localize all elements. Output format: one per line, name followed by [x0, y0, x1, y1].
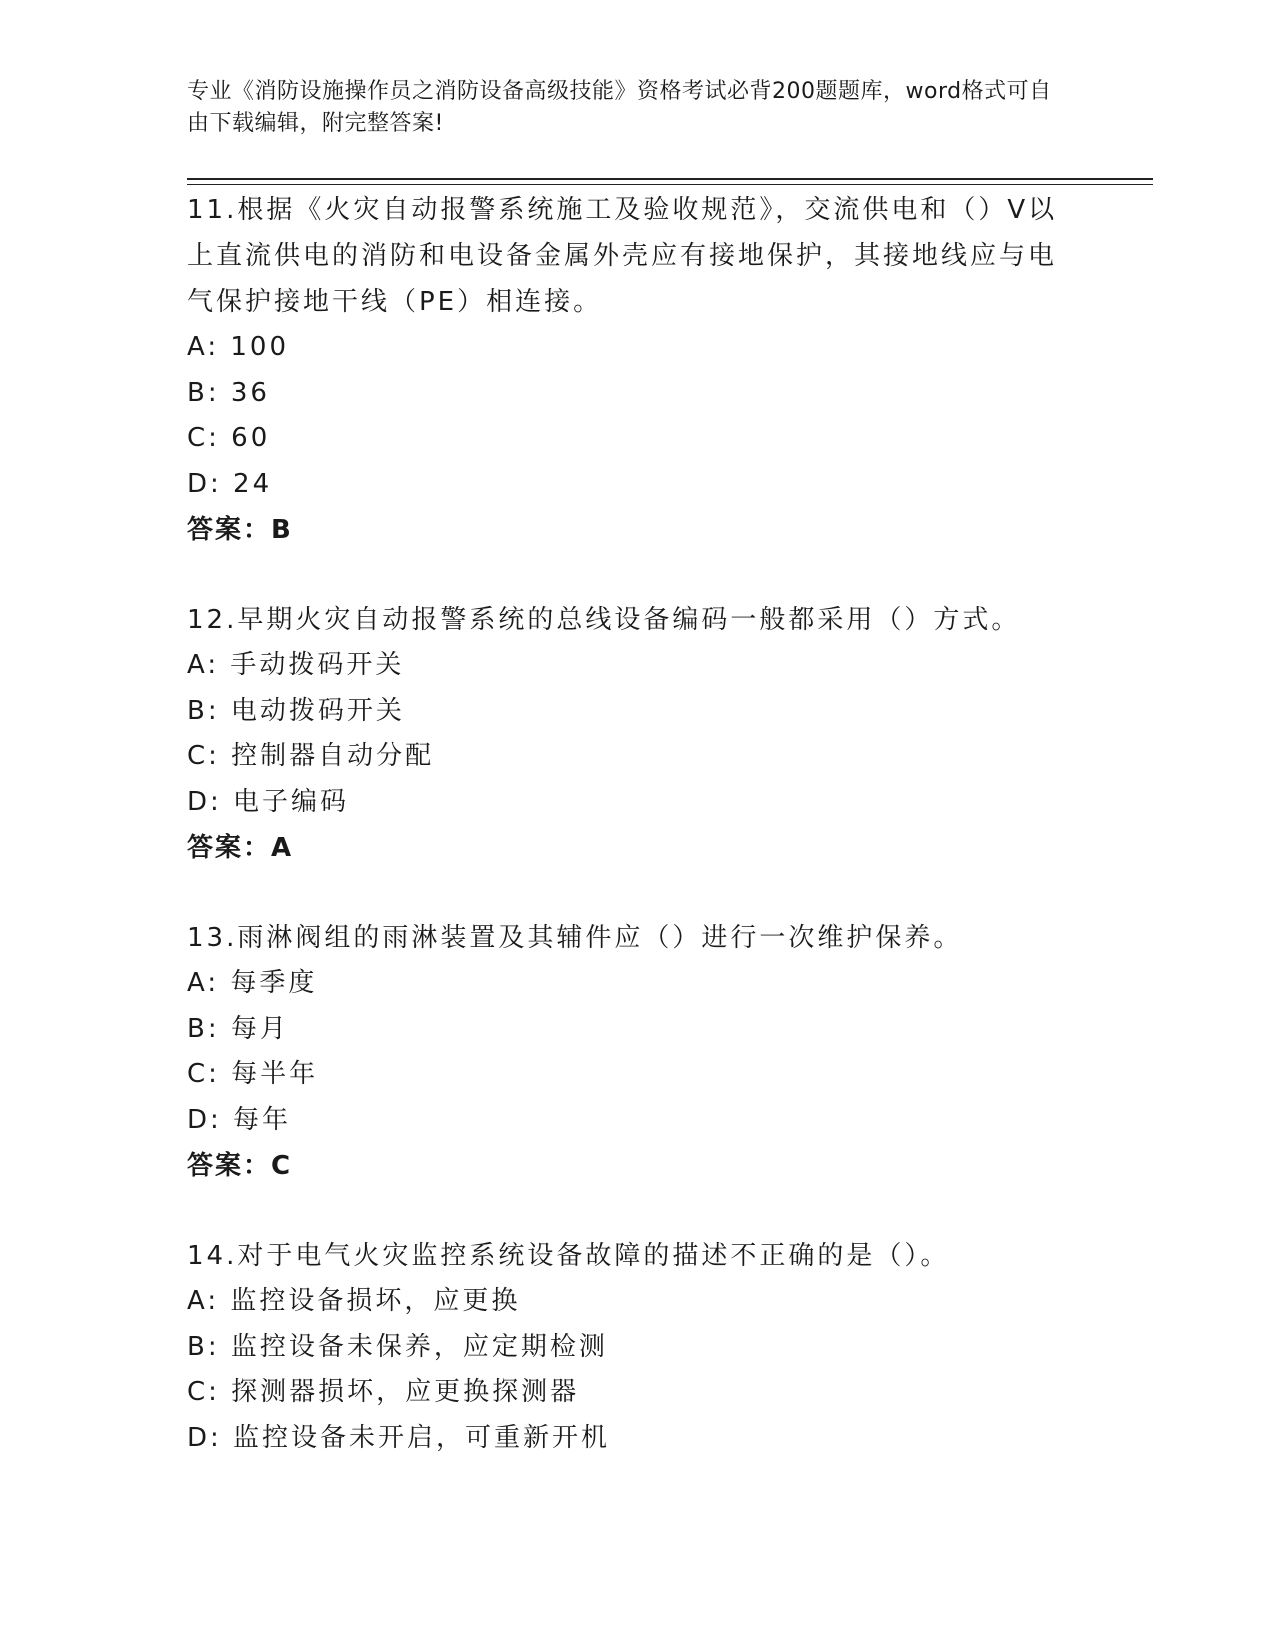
- answer: 答案：A: [187, 833, 294, 863]
- option-c: C: 每半年: [187, 1059, 319, 1089]
- option-d: D: 电子编码: [187, 786, 350, 817]
- option-c: C: 60: [187, 423, 271, 453]
- option-c: C: 控制器自动分配: [187, 741, 435, 771]
- option-a: A: 100: [187, 332, 289, 362]
- option-d: D: 监控设备未开启，可重新开机: [187, 1422, 611, 1453]
- option-b: B: 每月: [187, 1013, 289, 1044]
- header-divider-thin: [187, 184, 1153, 185]
- option-c: C: 探测器损坏，应更换探测器: [187, 1377, 580, 1407]
- question-stem: 13.雨淋阀组的雨淋装置及其辅件应（）进行一次维护保养。: [187, 923, 963, 953]
- option-d: D: 24: [187, 468, 273, 499]
- question-stem: 11.根据《火灾自动报警系统施工及验收规范》，交流供电和（）V以上直流供电的消防和电设备金属外壳应有接地保护，其接地线应与电气保护接地干线（PE）相连接。: [187, 195, 1058, 317]
- question-stem: 12.早期火灾自动报警系统的总线设备编码一般都采用（）方式。: [187, 605, 1021, 635]
- option-a: A: 监控设备损坏，应更换: [187, 1286, 521, 1316]
- option-a: A: 每季度: [187, 968, 318, 998]
- option-b: B: 36: [187, 377, 270, 408]
- answer: 答案：B: [187, 515, 293, 545]
- question-block: [187, 597, 1067, 871]
- header-divider: [187, 178, 1153, 180]
- question-block: [187, 915, 1067, 1189]
- option-d: D: 每年: [187, 1104, 292, 1135]
- answer: 答案：C: [187, 1151, 293, 1181]
- option-b: B: 电动拨码开关: [187, 695, 405, 726]
- document-header: 专业《消防设施操作员之消防设备高级技能》资格考试必背200题题库，word格式可自由下载编辑，附完整答案!: [187, 79, 1052, 136]
- question-block: [187, 187, 1067, 553]
- question-stem: 14.对于电气火灾监控系统设备故障的描述不正确的是（）。: [187, 1241, 950, 1271]
- option-b: B: 监控设备未保养，应定期检测: [187, 1331, 608, 1362]
- question-block: [187, 1233, 1067, 1461]
- option-a: A: 手动拨码开关: [187, 650, 405, 680]
